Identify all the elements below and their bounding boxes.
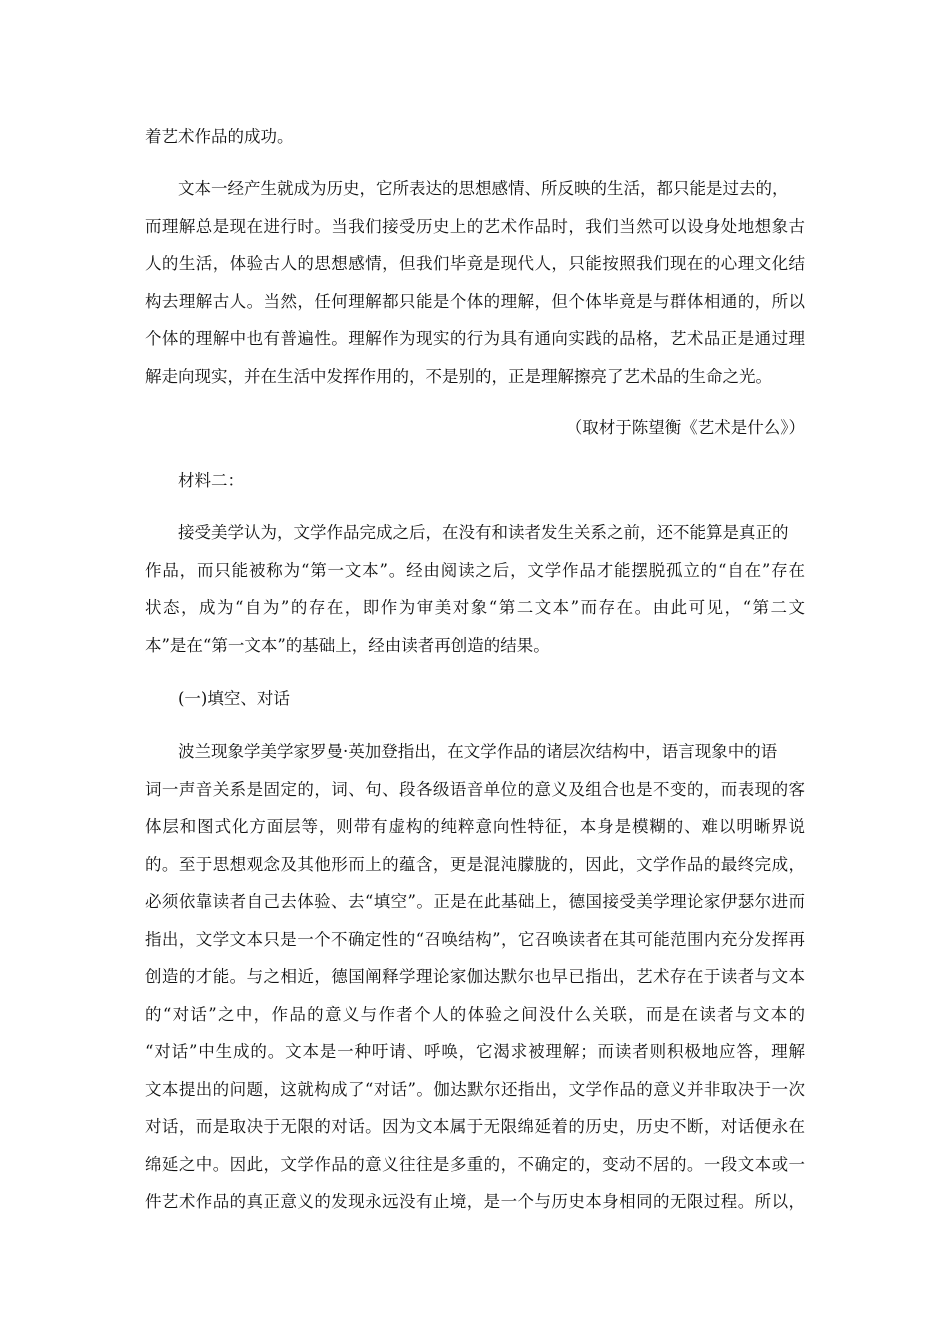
paragraph-line: 着艺术作品的成功。 — [145, 127, 294, 146]
paragraph-line: 必须依靠读者自己去体验、去“填空”。正是在此基础上，德国接受美学理论家伊瑟尔进而 — [145, 892, 805, 911]
paragraph-line: 状态，成为“自为”的存在，即作为审美对象“第二文本”而存在。由此可见，“第二文 — [145, 598, 805, 617]
paragraph-fill-dialogue — [145, 733, 805, 1221]
section-heading — [145, 680, 805, 718]
paragraph-line: 词一声音关系是固定的，词、句、段各级语音单位的意义及组合也是不变的，而表现的客 — [145, 779, 805, 799]
paragraph-continued — [145, 118, 805, 156]
paragraph-line: 的。至于思想观念及其他形而上的蕴含，更是混沌朦胧的，因此，文学作品的最终完成， — [145, 854, 805, 874]
paragraph-line: 波兰现象学美学家罗曼·英加登指出，在文学作品的诸层次结构中，语言现象中的语 — [178, 742, 778, 761]
paragraph-line: 接受美学认为，文学作品完成之后，在没有和读者发生关系之前，还不能算是真正的 — [178, 523, 789, 542]
paragraph-line: 作品，而只能被称为“第一文本”。经由阅读之后，文学作品才能摆脱孤立的“自在”存在 — [145, 560, 805, 580]
paragraph-understanding — [145, 170, 805, 395]
paragraph-reception-aesthetics — [145, 514, 805, 664]
paragraph-line: 个体的理解中也有普遍性。理解作为现实的行为具有通向实践的品格，艺术品正是通过理 — [145, 329, 805, 348]
paragraph-line: “对话”中生成的。文本是一种吁请、呼唤，它渴求被理解；而读者则积极地应答，理解 — [145, 1042, 805, 1061]
paragraph-line: 体层和图式化方面层等，则带有虚构的纯粹意向性特征，本身是模糊的、难以明晰界说 — [145, 817, 805, 836]
paragraph-line: 创造的才能。与之相近，德国阐释学理论家伽达默尔也早已指出，艺术存在于读者与文本 — [145, 967, 805, 986]
paragraph-line: 本”是在“第一文本”的基础上，经由读者再创造的结果。 — [145, 635, 550, 655]
paragraph-line: 而理解总是现在进行时。当我们接受历史上的艺术作品时，我们当然可以设身处地想象古 — [145, 216, 805, 236]
section-heading-text: (一)填空、对话 — [178, 689, 290, 708]
paragraph-line: 构去理解古人。当然，任何理解都只能是个体的理解，但个体毕竟是与群体相通的，所以 — [145, 291, 805, 311]
paragraph-line: 解走向现实，并在生活中发挥作用的，不是别的，正是理解擦亮了艺术品的生命之光。 — [145, 366, 772, 386]
material-heading-text: 材料二： — [178, 471, 244, 490]
material-heading — [145, 462, 805, 500]
paragraph-line: 人的生活，体验古人的思想感情，但我们毕竟是现代人，只能按照我们现在的心理文化结 — [145, 254, 805, 273]
source-citation-text: （取材于陈望衡《艺术是什么》） — [565, 418, 805, 437]
paragraph-line: 件艺术作品的真正意义的发现永远没有止境，是一个与历史本身相同的无限过程。所以， — [145, 1192, 805, 1211]
paragraph-line: 绵延之中。因此，文学作品的意义往往是多重的，不确定的，变动不居的。一段文本或一 — [145, 1154, 805, 1174]
source-citation — [145, 409, 805, 447]
paragraph-line: 文本提出的问题，这就构成了“对话”。伽达默尔还指出，文学作品的意义并非取决于一次 — [145, 1079, 805, 1099]
paragraph-line: 文本一经产生就成为历史，它所表达的思想感情、所反映的生活，都只能是过去的， — [178, 179, 789, 198]
paragraph-line: 对话，而是取决于无限的对话。因为文本属于无限绵延着的历史，历史不断，对话便永在 — [145, 1117, 805, 1136]
paragraph-line: 的“对话”之中，作品的意义与作者个人的体验之间没什么关联，而是在读者与文本的 — [145, 1004, 805, 1024]
paragraph-line: 指出，文学文本只是一个不确定性的“召唤结构”，它召唤读者在其可能范围内充分发挥再 — [145, 929, 805, 949]
